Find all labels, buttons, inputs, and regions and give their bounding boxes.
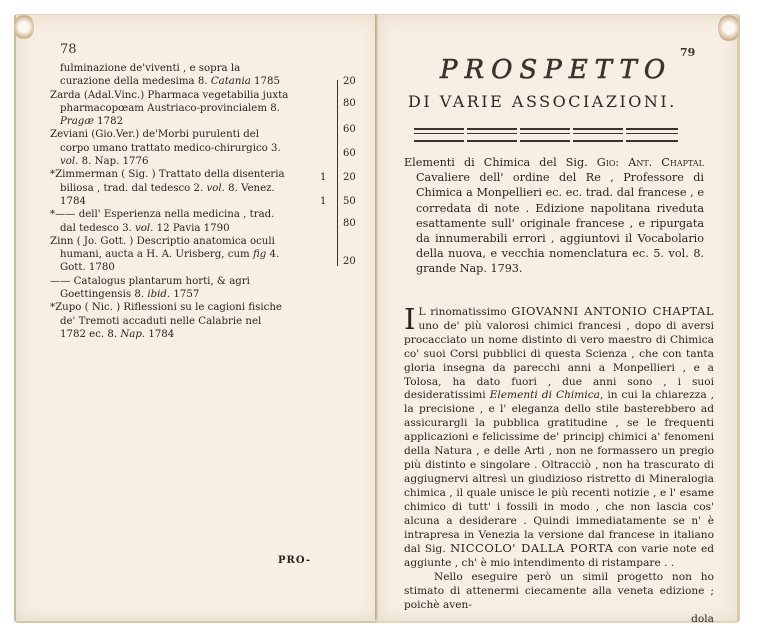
page-subtitle: DI VARIE ASSOCIAZIONI. <box>408 92 677 111</box>
page-title: PROSPETTO <box>440 55 673 85</box>
lira-amount: 1 <box>320 196 327 207</box>
price: 60 <box>343 124 356 135</box>
price: 20 <box>343 256 356 267</box>
catalog-entry: *Zimmerman ( Sig. ) Trattato della disenteria biliosa , trad. dal tedesco 2. vol. 8. Venez. 1784 <box>50 169 285 207</box>
price: 80 <box>343 98 356 109</box>
catchword: dola <box>691 612 714 625</box>
catalog-entry: *—— dell' Esperienza nella medicina , trad. dal tedesco 3. vol. 12 Pavia 1790 <box>50 209 275 234</box>
catchword: PRO- <box>278 555 312 566</box>
price-column <box>337 76 378 267</box>
price: 80 <box>343 218 356 229</box>
corner-stain <box>718 14 740 42</box>
catalog-entry: fulminazione de'viventi , e sopra la curazione della medesima 8. Catania 1785 <box>60 63 280 88</box>
left-page-number: 78 <box>60 42 77 57</box>
catalog-entry: Zarda (Adal.Vinc.) Pharmaca vegetabilia juxta pharmacopœam Austriaco-provincialem 8. Pragæ 1782 <box>50 89 289 128</box>
price: 20 <box>343 172 356 183</box>
entry-text: Elementi di Chimica del Sig. Gio: Ant. Chaptal Cavaliere dell' ordine del Re , Professore di Chimica a Monpellieri ec. ec. trad. dal francese , e corredata di note . Edizione napolitana riveduta esattamente sull' originale francese , e ripurgata da innumerabili errori , aggiuntovi il Vocabolario della nuova, e vecchia nomenclatura ec. 5. vol. 8. grande Nap. 1793. <box>404 156 704 276</box>
catalog-entry: —— Catalogus plantarum horti, & agri Goettingensis 8. ibid. 1757 <box>50 275 250 301</box>
prospectus-body <box>404 302 715 627</box>
drop-cap: I <box>404 302 416 336</box>
catalog-entry: Zinn ( Jo. Gott. ) Descriptio anatomica oculi humani, aucta a H. A. Urisberg, cum fig 4. Gott. 1780 <box>50 235 280 274</box>
price: 50 <box>343 196 356 207</box>
book-entry <box>404 155 704 277</box>
decorative-rule <box>414 128 684 138</box>
corner-stain <box>14 14 34 40</box>
catalog-entry: *Zupo ( Nic. ) Riflessioni su le cagioni fisiche de' Tremoti accaduti nelle Calabrie nel 1782 ec. 8. Nap. 1784 <box>50 302 282 340</box>
paragraph: Nello eseguire però un simil progetto non ho stimato di attenermi ciecamente alla veneta edizione ; poichè aven- <box>404 571 714 612</box>
right-page-number: 79 <box>680 46 696 59</box>
paragraph: I L rinomatissimo GIOVANNI ANTONIO CHAPTAL uno de' più valorosi chimici francesi , dopo di aversi procacciato un nome distinto di vero maestro di Chimica co' suoi Corsi pubblici di questa Scienza , che con tanta gloria insegna da parecchi anni a Monpellieri , e a Tolosa, ha dato fuori , due anni sono , i suoi desideratissimi Elementi di Chimica, in cui la chiarezza , la precisione , e l' eleganza dello stile basterebbero ad assicurargli la pubblica gratitudine , se le frequenti applicazioni e felicissime de' principj chimici a' fenomeni della Natura , e delle Arti , non ne formassero un pregio più distinto e singolare . Oltracciò , non ha trascurato di aggiugnervi altresì un giudizioso ristretto di Mineralogia chimica , il quale unisce le più recenti notizie , e l' esame chimico di tutt' i fossili in modo , che non lascia cos' alcuna a desiderare . Quindi immediatamente se n' è intrapresa in Venezia la versione dal francese in italiano dal Sig. NICCOLO' DALLA PORTA con varie note ed aggiunte , ch' è mio intendimento di ristampare . . <box>404 302 715 570</box>
price: 60 <box>343 148 356 159</box>
lira-amount: 1 <box>320 172 327 183</box>
catalog-entries <box>50 62 290 341</box>
catalog-entry: Zeviani (Gio.Ver.) de'Morbi purulenti del corpo umano trattato medico-chirurgico 3. vol. 8. Nap. 1776 <box>50 129 281 168</box>
price: 20 <box>343 76 356 87</box>
